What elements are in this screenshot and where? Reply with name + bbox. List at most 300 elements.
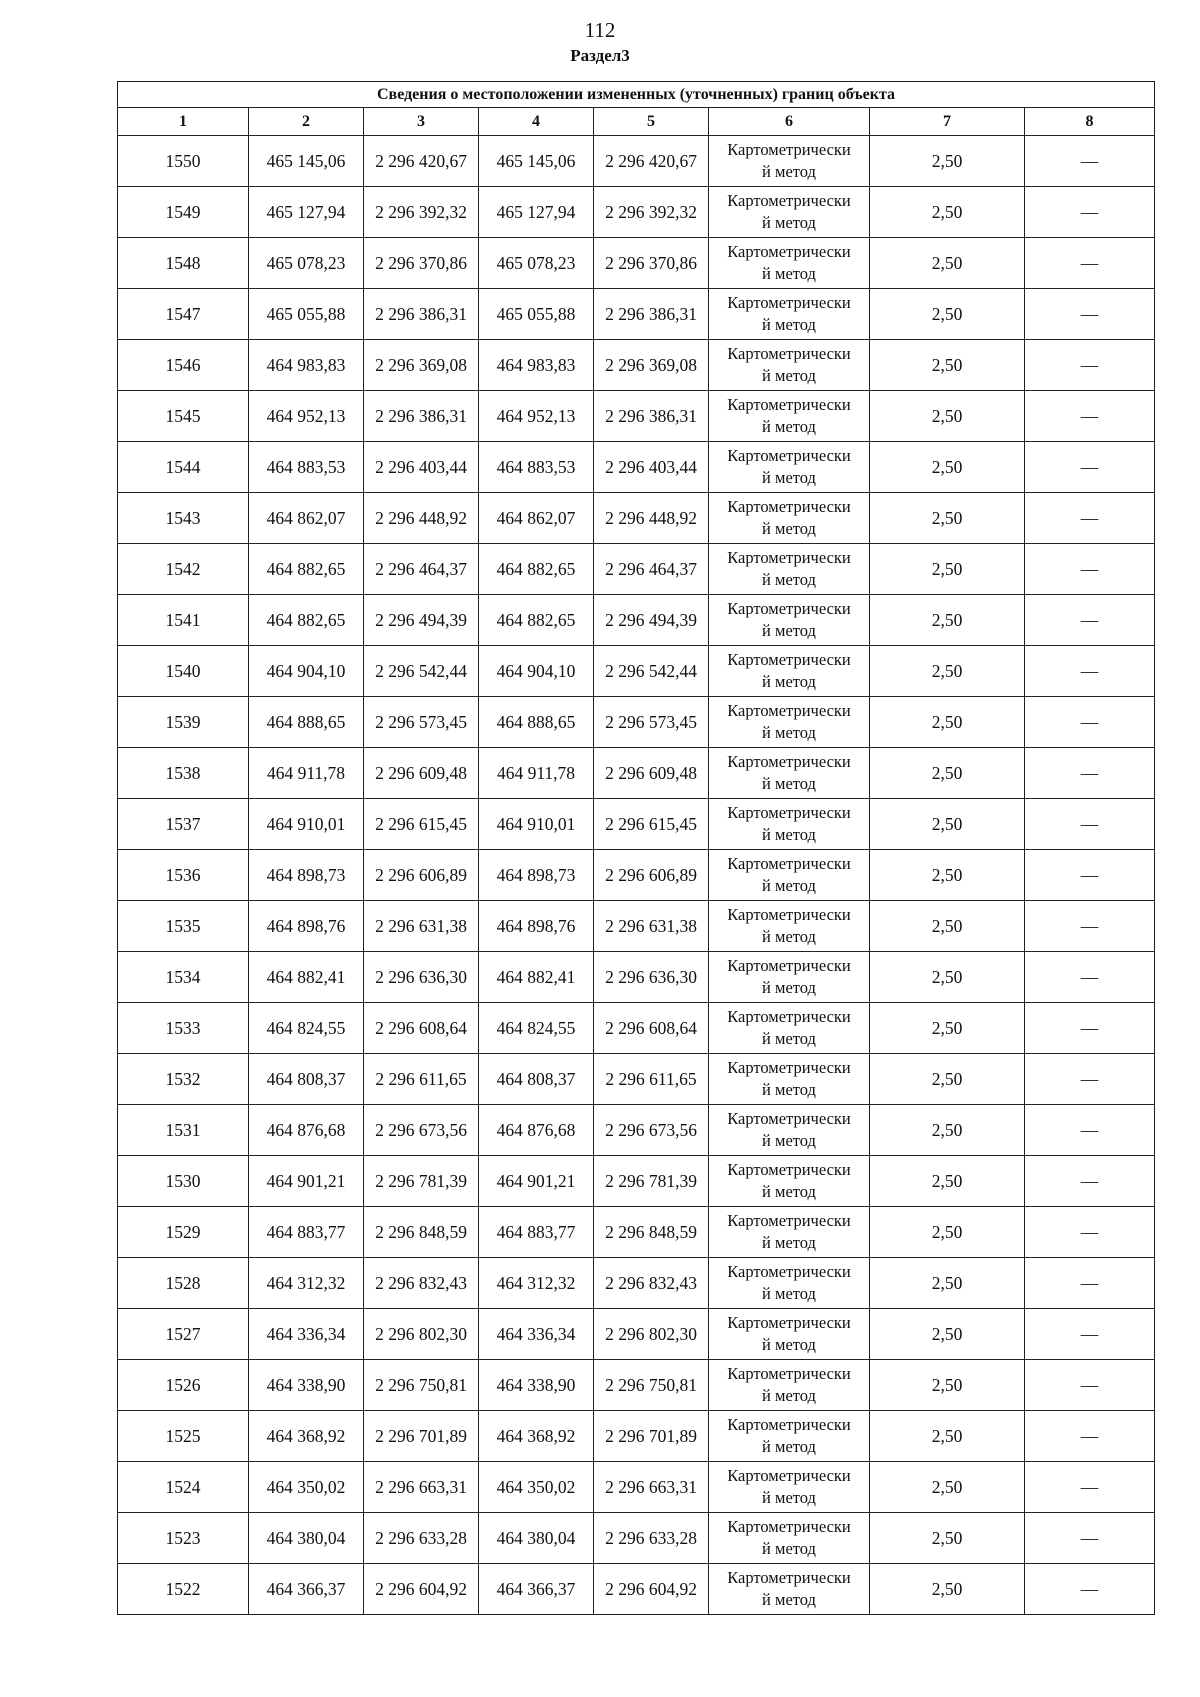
accuracy-cell: 2,50 [870, 1411, 1025, 1462]
point-number-cell: 1548 [118, 238, 249, 289]
table-row [118, 238, 1155, 289]
y-new-coordinate-cell: 2 296 403,44 [594, 442, 709, 493]
method-cell [709, 1105, 870, 1156]
y-coordinate-cell: 2 296 802,30 [364, 1309, 479, 1360]
method-line: Картометрически [727, 701, 851, 720]
table-caption: Сведения о местоположении измененных (уточненных) границ объекта [118, 82, 1155, 108]
method-line: й метод [762, 1335, 816, 1354]
accuracy-cell: 2,50 [870, 901, 1025, 952]
table-row [118, 850, 1155, 901]
method-line: й метод [762, 825, 816, 844]
method-line: Картометрически [727, 1211, 851, 1230]
x-new-coordinate-cell: 465 127,94 [479, 187, 594, 238]
y-new-coordinate-cell: 2 296 448,92 [594, 493, 709, 544]
accuracy-cell: 2,50 [870, 1207, 1025, 1258]
method-cell [709, 391, 870, 442]
x-coordinate-cell: 464 808,37 [249, 1054, 364, 1105]
y-coordinate-cell: 2 296 370,86 [364, 238, 479, 289]
x-coordinate-cell: 464 983,83 [249, 340, 364, 391]
method-line: й метод [762, 570, 816, 589]
point-number-cell: 1538 [118, 748, 249, 799]
method-line: Картометрически [727, 905, 851, 924]
x-coordinate-cell: 464 350,02 [249, 1462, 364, 1513]
method-cell [709, 1513, 870, 1564]
method-line: й метод [762, 723, 816, 742]
method-cell [709, 748, 870, 799]
table-row [118, 1360, 1155, 1411]
note-cell: — [1025, 850, 1155, 901]
table-row [118, 493, 1155, 544]
y-new-coordinate-cell: 2 296 848,59 [594, 1207, 709, 1258]
note-cell: — [1025, 493, 1155, 544]
x-new-coordinate-cell: 464 904,10 [479, 646, 594, 697]
note-cell: — [1025, 136, 1155, 187]
note-cell: — [1025, 1309, 1155, 1360]
table-row [118, 1462, 1155, 1513]
table-row [118, 442, 1155, 493]
method-cell [709, 697, 870, 748]
x-coordinate-cell: 464 904,10 [249, 646, 364, 697]
table-row [118, 952, 1155, 1003]
x-coordinate-cell: 464 911,78 [249, 748, 364, 799]
x-new-coordinate-cell: 464 350,02 [479, 1462, 594, 1513]
y-coordinate-cell: 2 296 701,89 [364, 1411, 479, 1462]
point-number-cell: 1530 [118, 1156, 249, 1207]
method-cell [709, 1309, 870, 1360]
column-number: 8 [1025, 108, 1155, 136]
note-cell: — [1025, 799, 1155, 850]
x-coordinate-cell: 464 910,01 [249, 799, 364, 850]
column-number: 1 [118, 108, 249, 136]
y-new-coordinate-cell: 2 296 542,44 [594, 646, 709, 697]
method-line: Картометрически [727, 1109, 851, 1128]
x-coordinate-cell: 464 336,34 [249, 1309, 364, 1360]
accuracy-cell: 2,50 [870, 1054, 1025, 1105]
point-number-cell: 1550 [118, 136, 249, 187]
note-cell: — [1025, 595, 1155, 646]
accuracy-cell: 2,50 [870, 1513, 1025, 1564]
x-coordinate-cell: 465 078,23 [249, 238, 364, 289]
note-cell: — [1025, 1462, 1155, 1513]
note-cell: — [1025, 1411, 1155, 1462]
accuracy-cell: 2,50 [870, 1003, 1025, 1054]
method-line: Картометрически [727, 446, 851, 465]
column-number: 7 [870, 108, 1025, 136]
method-line: Картометрически [727, 1007, 851, 1026]
method-line: й метод [762, 1539, 816, 1558]
method-cell [709, 544, 870, 595]
table-row [118, 187, 1155, 238]
accuracy-cell: 2,50 [870, 646, 1025, 697]
point-number-cell: 1527 [118, 1309, 249, 1360]
note-cell: — [1025, 289, 1155, 340]
point-number-cell: 1537 [118, 799, 249, 850]
accuracy-cell: 2,50 [870, 1156, 1025, 1207]
method-line: й метод [762, 978, 816, 997]
method-cell [709, 1360, 870, 1411]
y-coordinate-cell: 2 296 448,92 [364, 493, 479, 544]
accuracy-cell: 2,50 [870, 493, 1025, 544]
y-new-coordinate-cell: 2 296 608,64 [594, 1003, 709, 1054]
method-cell [709, 901, 870, 952]
note-cell: — [1025, 1258, 1155, 1309]
method-line: Картометрически [727, 1262, 851, 1281]
y-coordinate-cell: 2 296 403,44 [364, 442, 479, 493]
method-line: й метод [762, 876, 816, 895]
method-line: Картометрически [727, 497, 851, 516]
method-line: й метод [762, 1131, 816, 1150]
table-row [118, 391, 1155, 442]
method-cell [709, 595, 870, 646]
x-new-coordinate-cell: 464 882,65 [479, 544, 594, 595]
x-new-coordinate-cell: 465 055,88 [479, 289, 594, 340]
accuracy-cell: 2,50 [870, 799, 1025, 850]
point-number-cell: 1545 [118, 391, 249, 442]
x-new-coordinate-cell: 464 368,92 [479, 1411, 594, 1462]
method-line: й метод [762, 264, 816, 283]
x-new-coordinate-cell: 464 336,34 [479, 1309, 594, 1360]
y-coordinate-cell: 2 296 615,45 [364, 799, 479, 850]
table-row [118, 1207, 1155, 1258]
method-line: й метод [762, 417, 816, 436]
note-cell: — [1025, 187, 1155, 238]
x-new-coordinate-cell: 464 808,37 [479, 1054, 594, 1105]
method-line: й метод [762, 315, 816, 334]
x-new-coordinate-cell: 464 366,37 [479, 1564, 594, 1615]
x-new-coordinate-cell: 464 883,53 [479, 442, 594, 493]
table-row [118, 799, 1155, 850]
note-cell: — [1025, 391, 1155, 442]
method-line: й метод [762, 1233, 816, 1252]
method-line: й метод [762, 213, 816, 232]
y-coordinate-cell: 2 296 392,32 [364, 187, 479, 238]
y-new-coordinate-cell: 2 296 386,31 [594, 289, 709, 340]
y-new-coordinate-cell: 2 296 604,92 [594, 1564, 709, 1615]
method-line: Картометрически [727, 752, 851, 771]
method-line: й метод [762, 1182, 816, 1201]
x-new-coordinate-cell: 464 898,76 [479, 901, 594, 952]
point-number-cell: 1526 [118, 1360, 249, 1411]
method-cell [709, 238, 870, 289]
column-number: 3 [364, 108, 479, 136]
point-number-cell: 1540 [118, 646, 249, 697]
method-line: Картометрически [727, 1517, 851, 1536]
method-line: Картометрически [727, 1415, 851, 1434]
accuracy-cell: 2,50 [870, 850, 1025, 901]
y-coordinate-cell: 2 296 636,30 [364, 952, 479, 1003]
method-line: й метод [762, 1437, 816, 1456]
y-new-coordinate-cell: 2 296 631,38 [594, 901, 709, 952]
method-line: Картометрически [727, 1160, 851, 1179]
x-coordinate-cell: 465 055,88 [249, 289, 364, 340]
y-new-coordinate-cell: 2 296 673,56 [594, 1105, 709, 1156]
y-coordinate-cell: 2 296 573,45 [364, 697, 479, 748]
point-number-cell: 1531 [118, 1105, 249, 1156]
x-coordinate-cell: 464 898,73 [249, 850, 364, 901]
table-row [118, 1513, 1155, 1564]
y-new-coordinate-cell: 2 296 392,32 [594, 187, 709, 238]
accuracy-cell: 2,50 [870, 391, 1025, 442]
x-coordinate-cell: 464 901,21 [249, 1156, 364, 1207]
method-cell [709, 1564, 870, 1615]
note-cell: — [1025, 544, 1155, 595]
method-line: Картометрически [727, 1568, 851, 1587]
y-new-coordinate-cell: 2 296 611,65 [594, 1054, 709, 1105]
method-line: Картометрически [727, 1364, 851, 1383]
note-cell: — [1025, 340, 1155, 391]
y-coordinate-cell: 2 296 464,37 [364, 544, 479, 595]
y-new-coordinate-cell: 2 296 633,28 [594, 1513, 709, 1564]
point-number-cell: 1535 [118, 901, 249, 952]
table-row [118, 340, 1155, 391]
x-new-coordinate-cell: 464 882,65 [479, 595, 594, 646]
y-coordinate-cell: 2 296 781,39 [364, 1156, 479, 1207]
column-number: 6 [709, 108, 870, 136]
method-line: Картометрически [727, 803, 851, 822]
y-new-coordinate-cell: 2 296 386,31 [594, 391, 709, 442]
x-coordinate-cell: 464 366,37 [249, 1564, 364, 1615]
x-coordinate-cell: 464 883,77 [249, 1207, 364, 1258]
point-number-cell: 1549 [118, 187, 249, 238]
y-new-coordinate-cell: 2 296 464,37 [594, 544, 709, 595]
x-new-coordinate-cell: 464 876,68 [479, 1105, 594, 1156]
point-number-cell: 1542 [118, 544, 249, 595]
point-number-cell: 1529 [118, 1207, 249, 1258]
note-cell: — [1025, 748, 1155, 799]
table-row [118, 901, 1155, 952]
y-coordinate-cell: 2 296 750,81 [364, 1360, 479, 1411]
y-coordinate-cell: 2 296 608,64 [364, 1003, 479, 1054]
method-line: Картометрически [727, 1466, 851, 1485]
method-line: Картометрически [727, 650, 851, 669]
accuracy-cell: 2,50 [870, 187, 1025, 238]
table-row [118, 748, 1155, 799]
point-number-cell: 1539 [118, 697, 249, 748]
method-cell [709, 1411, 870, 1462]
method-line: й метод [762, 621, 816, 640]
method-line: Картометрически [727, 344, 851, 363]
table-row [118, 1411, 1155, 1462]
x-new-coordinate-cell: 464 883,77 [479, 1207, 594, 1258]
table-row [118, 1054, 1155, 1105]
method-line: Картометрически [727, 395, 851, 414]
table-row [118, 1003, 1155, 1054]
note-cell: — [1025, 1003, 1155, 1054]
x-new-coordinate-cell: 464 862,07 [479, 493, 594, 544]
method-line: й метод [762, 1080, 816, 1099]
method-cell [709, 799, 870, 850]
column-number: 4 [479, 108, 594, 136]
x-coordinate-cell: 464 888,65 [249, 697, 364, 748]
accuracy-cell: 2,50 [870, 595, 1025, 646]
y-coordinate-cell: 2 296 848,59 [364, 1207, 479, 1258]
x-new-coordinate-cell: 464 901,21 [479, 1156, 594, 1207]
y-new-coordinate-cell: 2 296 781,39 [594, 1156, 709, 1207]
page-number: 112 [584, 18, 616, 42]
y-new-coordinate-cell: 2 296 420,67 [594, 136, 709, 187]
method-line: Картометрически [727, 1313, 851, 1332]
x-new-coordinate-cell: 464 911,78 [479, 748, 594, 799]
point-number-cell: 1543 [118, 493, 249, 544]
method-line: й метод [762, 774, 816, 793]
x-new-coordinate-cell: 464 882,41 [479, 952, 594, 1003]
note-cell: — [1025, 1513, 1155, 1564]
table-body [118, 136, 1155, 1615]
y-coordinate-cell: 2 296 386,31 [364, 289, 479, 340]
x-new-coordinate-cell: 465 078,23 [479, 238, 594, 289]
y-coordinate-cell: 2 296 542,44 [364, 646, 479, 697]
y-coordinate-cell: 2 296 673,56 [364, 1105, 479, 1156]
note-cell: — [1025, 1207, 1155, 1258]
table-row [118, 289, 1155, 340]
y-coordinate-cell: 2 296 633,28 [364, 1513, 479, 1564]
note-cell: — [1025, 1156, 1155, 1207]
point-number-cell: 1523 [118, 1513, 249, 1564]
x-new-coordinate-cell: 464 338,90 [479, 1360, 594, 1411]
point-number-cell: 1533 [118, 1003, 249, 1054]
x-coordinate-cell: 464 824,55 [249, 1003, 364, 1054]
method-line: й метод [762, 162, 816, 181]
x-new-coordinate-cell: 464 312,32 [479, 1258, 594, 1309]
method-line: Картометрически [727, 293, 851, 312]
x-coordinate-cell: 464 882,41 [249, 952, 364, 1003]
method-line: й метод [762, 927, 816, 946]
y-new-coordinate-cell: 2 296 494,39 [594, 595, 709, 646]
x-coordinate-cell: 465 145,06 [249, 136, 364, 187]
x-new-coordinate-cell: 465 145,06 [479, 136, 594, 187]
x-coordinate-cell: 464 862,07 [249, 493, 364, 544]
method-line: й метод [762, 468, 816, 487]
accuracy-cell: 2,50 [870, 1309, 1025, 1360]
table-row [118, 1564, 1155, 1615]
x-new-coordinate-cell: 464 952,13 [479, 391, 594, 442]
method-line: й метод [762, 1488, 816, 1507]
y-coordinate-cell: 2 296 609,48 [364, 748, 479, 799]
y-coordinate-cell: 2 296 832,43 [364, 1258, 479, 1309]
y-new-coordinate-cell: 2 296 609,48 [594, 748, 709, 799]
y-new-coordinate-cell: 2 296 615,45 [594, 799, 709, 850]
x-new-coordinate-cell: 464 380,04 [479, 1513, 594, 1564]
note-cell: — [1025, 697, 1155, 748]
table-row [118, 646, 1155, 697]
method-line: Картометрически [727, 599, 851, 618]
y-new-coordinate-cell: 2 296 370,86 [594, 238, 709, 289]
method-cell [709, 850, 870, 901]
method-line: й метод [762, 1284, 816, 1303]
y-coordinate-cell: 2 296 369,08 [364, 340, 479, 391]
method-line: Картометрически [727, 1058, 851, 1077]
method-cell [709, 646, 870, 697]
y-new-coordinate-cell: 2 296 802,30 [594, 1309, 709, 1360]
note-cell: — [1025, 1105, 1155, 1156]
section-title: Раздел3 [570, 46, 630, 65]
method-line: Картометрически [727, 854, 851, 873]
method-cell [709, 136, 870, 187]
method-cell [709, 340, 870, 391]
table-row [118, 595, 1155, 646]
y-coordinate-cell: 2 296 604,92 [364, 1564, 479, 1615]
y-new-coordinate-cell: 2 296 636,30 [594, 952, 709, 1003]
method-line: й метод [762, 519, 816, 538]
accuracy-cell: 2,50 [870, 340, 1025, 391]
x-coordinate-cell: 464 882,65 [249, 595, 364, 646]
method-cell [709, 1462, 870, 1513]
point-number-cell: 1544 [118, 442, 249, 493]
point-number-cell: 1528 [118, 1258, 249, 1309]
point-number-cell: 1536 [118, 850, 249, 901]
y-new-coordinate-cell: 2 296 369,08 [594, 340, 709, 391]
method-line: й метод [762, 1590, 816, 1609]
method-line: Картометрически [727, 242, 851, 261]
accuracy-cell: 2,50 [870, 238, 1025, 289]
point-number-cell: 1525 [118, 1411, 249, 1462]
note-cell: — [1025, 646, 1155, 697]
y-new-coordinate-cell: 2 296 832,43 [594, 1258, 709, 1309]
y-coordinate-cell: 2 296 606,89 [364, 850, 479, 901]
method-line: й метод [762, 366, 816, 385]
accuracy-cell: 2,50 [870, 697, 1025, 748]
y-new-coordinate-cell: 2 296 663,31 [594, 1462, 709, 1513]
table-row [118, 1105, 1155, 1156]
accuracy-cell: 2,50 [870, 1564, 1025, 1615]
x-coordinate-cell: 464 368,92 [249, 1411, 364, 1462]
y-coordinate-cell: 2 296 663,31 [364, 1462, 479, 1513]
method-line: й метод [762, 1386, 816, 1405]
y-new-coordinate-cell: 2 296 573,45 [594, 697, 709, 748]
accuracy-cell: 2,50 [870, 1360, 1025, 1411]
accuracy-cell: 2,50 [870, 136, 1025, 187]
method-cell [709, 442, 870, 493]
y-coordinate-cell: 2 296 420,67 [364, 136, 479, 187]
table-row [118, 697, 1155, 748]
method-cell [709, 493, 870, 544]
note-cell: — [1025, 238, 1155, 289]
method-cell [709, 289, 870, 340]
method-line: Картометрически [727, 140, 851, 159]
accuracy-cell: 2,50 [870, 1258, 1025, 1309]
y-new-coordinate-cell: 2 296 701,89 [594, 1411, 709, 1462]
accuracy-cell: 2,50 [870, 748, 1025, 799]
accuracy-cell: 2,50 [870, 952, 1025, 1003]
x-new-coordinate-cell: 464 888,65 [479, 697, 594, 748]
method-cell [709, 1156, 870, 1207]
accuracy-cell: 2,50 [870, 289, 1025, 340]
table-row [118, 1156, 1155, 1207]
method-line: Картометрически [727, 956, 851, 975]
x-coordinate-cell: 464 338,90 [249, 1360, 364, 1411]
point-number-cell: 1547 [118, 289, 249, 340]
method-cell [709, 1003, 870, 1054]
table-row [118, 1258, 1155, 1309]
method-line: й метод [762, 1029, 816, 1048]
method-cell [709, 1054, 870, 1105]
method-cell [709, 187, 870, 238]
note-cell: — [1025, 442, 1155, 493]
point-number-cell: 1524 [118, 1462, 249, 1513]
point-number-cell: 1546 [118, 340, 249, 391]
x-new-coordinate-cell: 464 983,83 [479, 340, 594, 391]
y-coordinate-cell: 2 296 631,38 [364, 901, 479, 952]
point-number-cell: 1522 [118, 1564, 249, 1615]
x-new-coordinate-cell: 464 910,01 [479, 799, 594, 850]
x-coordinate-cell: 464 876,68 [249, 1105, 364, 1156]
column-number: 2 [249, 108, 364, 136]
table-row [118, 1309, 1155, 1360]
column-number: 5 [594, 108, 709, 136]
method-cell [709, 1258, 870, 1309]
x-coordinate-cell: 464 882,65 [249, 544, 364, 595]
note-cell: — [1025, 1054, 1155, 1105]
